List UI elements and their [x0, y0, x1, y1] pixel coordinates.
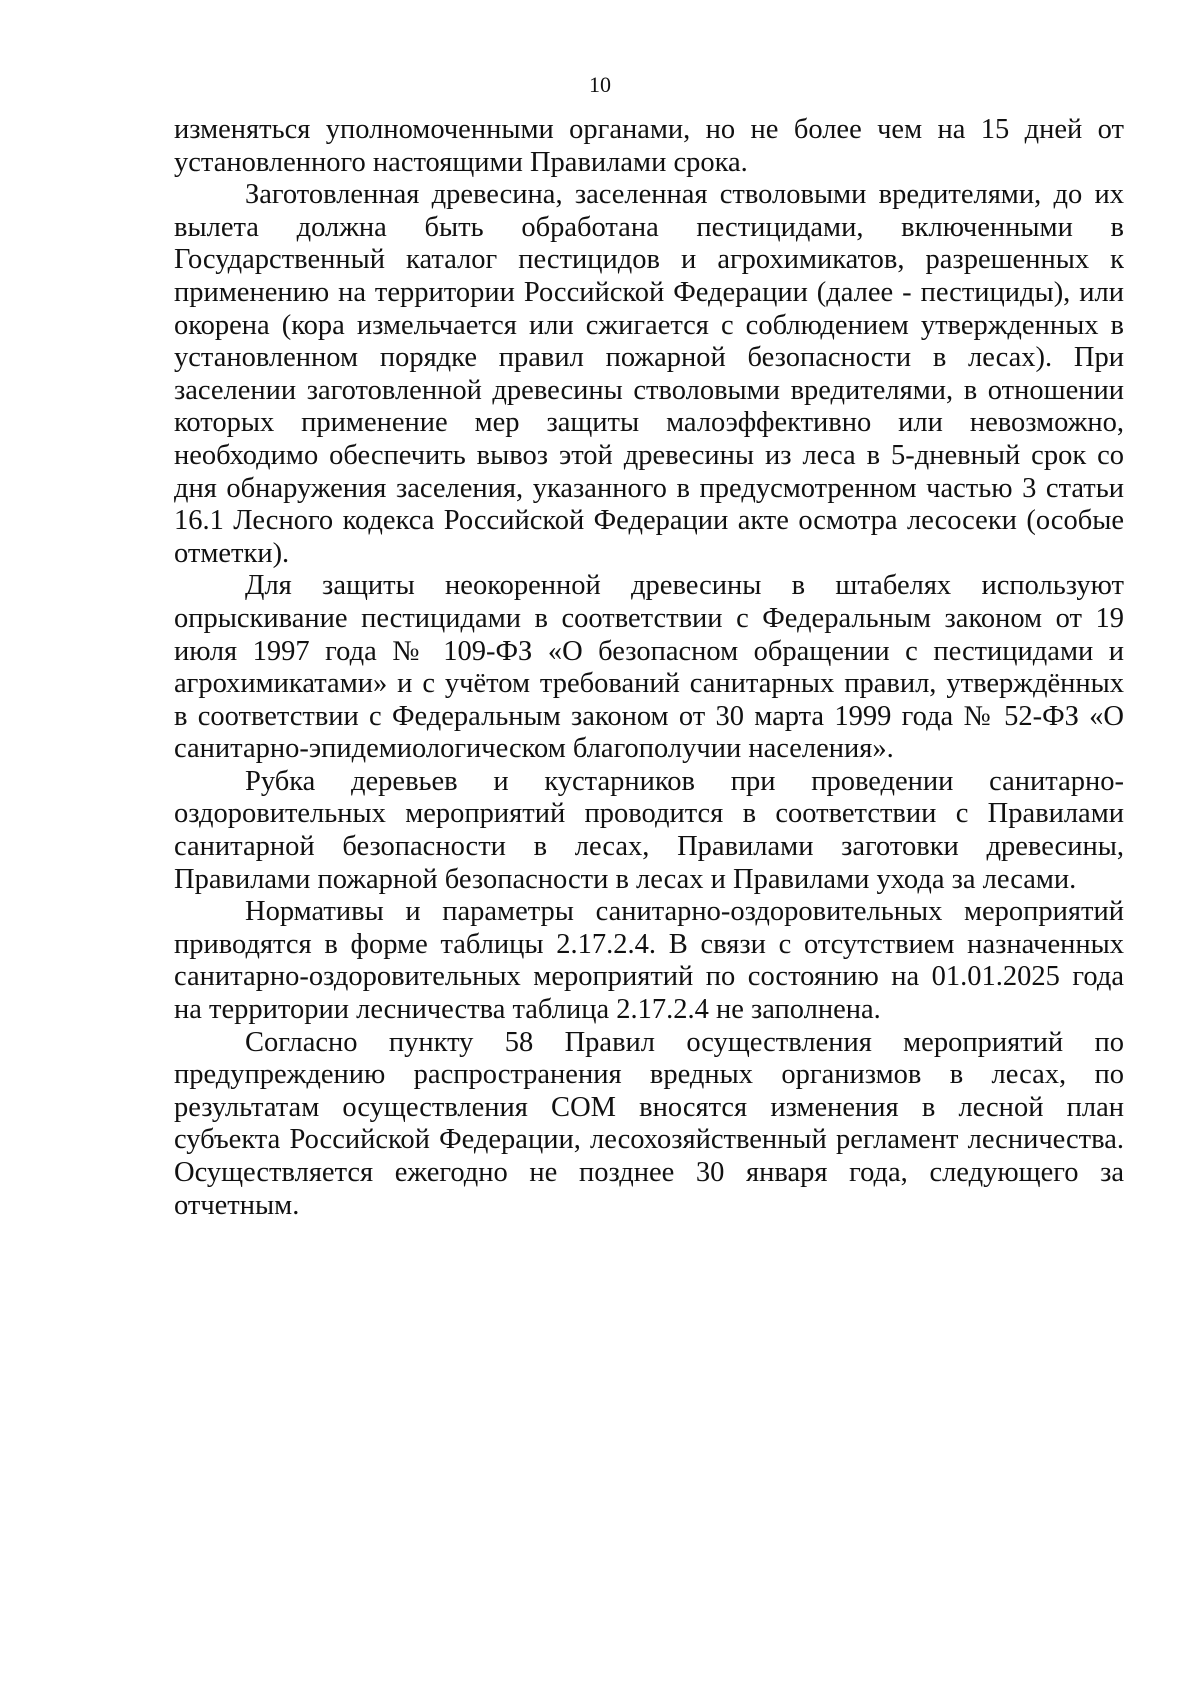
body-text [174, 114, 1124, 1222]
paragraph-felling-rules: Рубка деревьев и кустарников при проведении санитарно-оздоровительных мероприятий проводится в соответствии с Правилами санитарной безопасности в лесах, Правилами заготовки древесины, Правилами пожарной безопасности в лесах и Правилами ухода за лесами. [174, 765, 1124, 895]
paragraph-normatives: Нормативы и параметры санитарно-оздоровительных мероприятий приводятся в форме таблицы 2.17.2.4. В связи с отсутствием назначенных санитарно-оздоровительных мероприятий по состоянию на 01.01.2025 года на территории лесничества таблица 2.17.2.4 не заполнена. [174, 896, 1124, 1026]
page-number: 10 [589, 72, 611, 97]
paragraph-harvested-wood-treatment: Заготовленная древесина, заселенная стволовыми вредителями, до их вылета должна быть обработана пестицидами, включенными в Государственный каталог пестицидов и агрохимикатов, разрешенных к применению на территории Российской Федерации (далее - пестициды), или окорена (кора измельчается или сжигается с соблюдением утвержденных в установленном порядке правил пожарной безопасности в лесах). При заселении заготовленной древесины стволовыми вредителями, в отношении которых применение мер защиты малоэффективно или невозможно, необходимо обеспечить вывоз этой древесины из леса в 5-дневный срок со дня обнаружения заселения, указанного в предусмотренном частью 3 статьи 16.1 Лесного кодекса Российской Федерации акте осмотра лесосеки (особые отметки). [174, 179, 1124, 569]
paragraph-pest-prevention: Согласно пункту 58 Правил осуществления мероприятий по предупреждению распространения вредных организмов в лесах, по результатам осуществления СОМ вносятся изменения в лесной план субъекта Российской Федерации, лесохозяйственный регламент лесничества. Осуществляется ежегодно не позднее 30 января года, следующего за отчетным. [174, 1026, 1124, 1221]
paragraph-continuation: изменяться уполномоченными органами, но не более чем на 15 дней от установленного настоящими Правилами срока. [174, 114, 1124, 178]
paragraph-unbarked-wood-protection: Для защиты неокоренной древесины в штабелях используют опрыскивание пестицидами в соответствии с Федеральным законом от 19 июля 1997 года № 109-ФЗ «О безопасном обращении с пестицидами и агрохимикатами» и с учётом требований санитарных правил, утверждённых в соответствии с Федеральным законом от 30 марта 1999 года № 52-ФЗ «О санитарно-эпидемиологическом благополучии населения». [174, 570, 1124, 765]
